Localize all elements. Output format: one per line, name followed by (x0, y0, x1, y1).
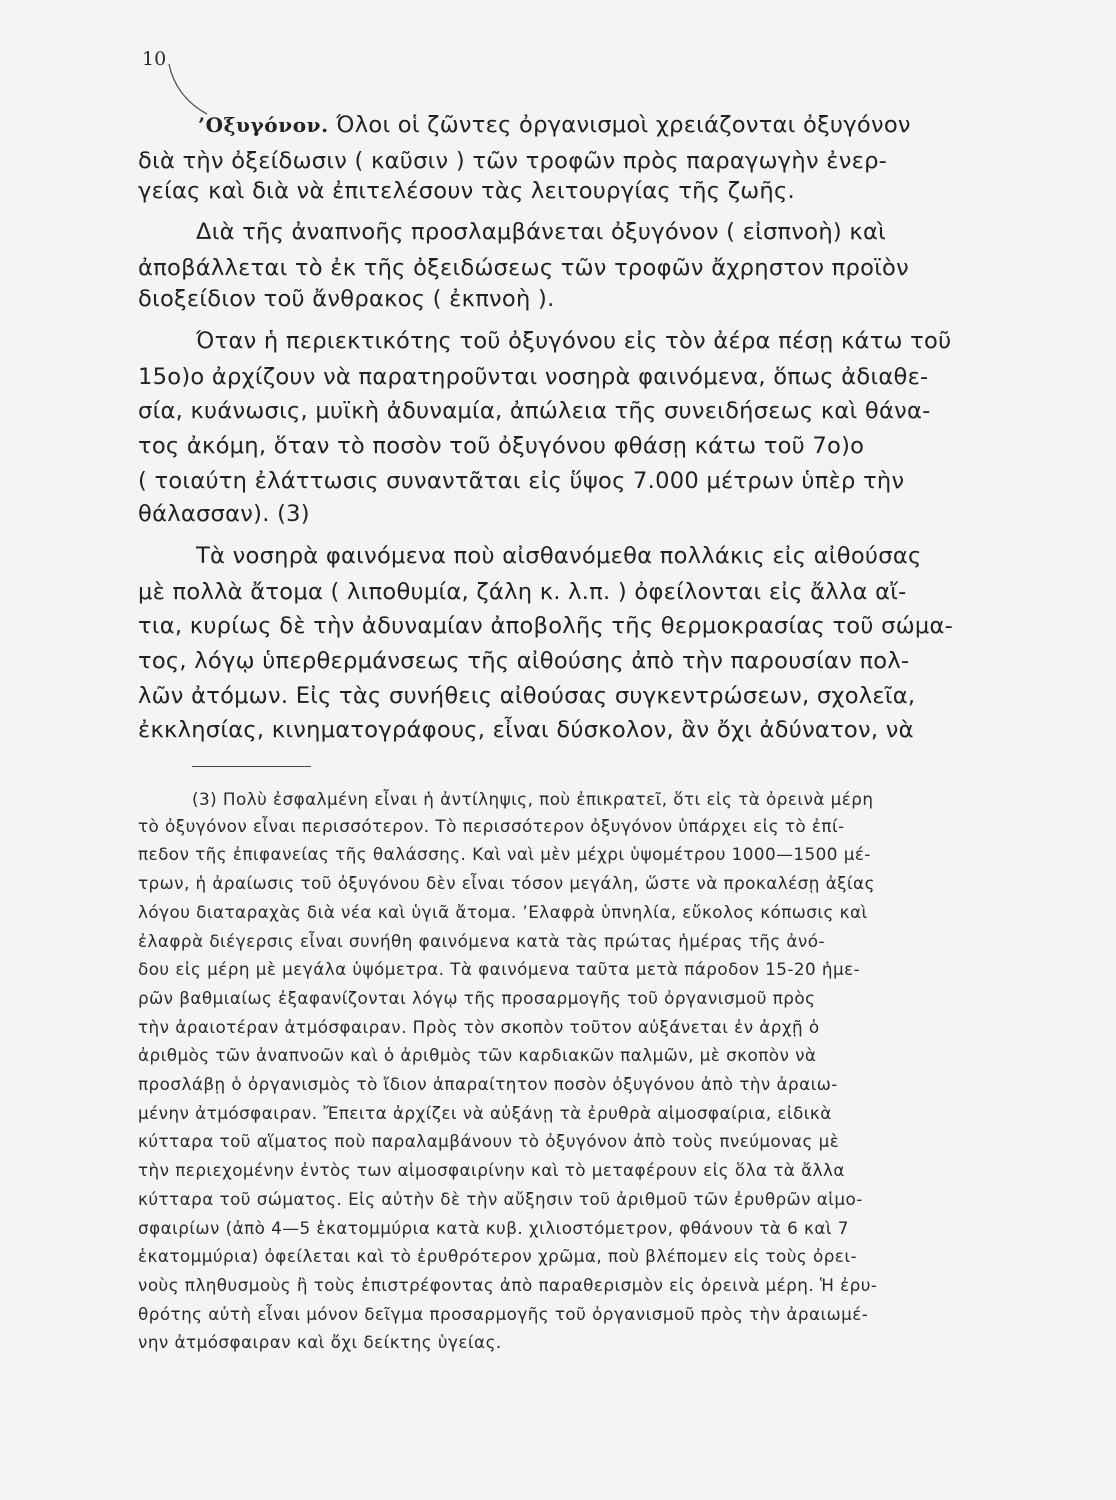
footnote-line: σφαιρίων (ἀπὸ 4—5 ἑκατομμύρια κατὰ κυβ. χιλιοστόμετρον, φθάνουν τὰ 6 καὶ 7 (138, 1218, 849, 1238)
footnote-line: ρῶν βαθμιαίως ἐξαφανίζονται λόγῳ τῆς προσαρμογῆς τοῦ ὀργανισμοῦ πρὸς (138, 988, 816, 1008)
body-line: λῶν ἀτόμων. Εἰς τὰς συνήθεις αἰθούσας συγκεντρώσεων, σχολεῖα, (138, 683, 916, 709)
body-line: ἐκκλησίας, κινηματογράφους, εἶναι δύσκολον, ἂν ὄχι ἀδύνατον, νὰ (138, 717, 914, 743)
footnote-line: ἀριθμὸς τῶν ἀναπνοῶν καὶ ὁ ἀριθμὸς τῶν καρδιακῶν παλμῶν, μὲ σκοπὸν νὰ (138, 1045, 817, 1065)
body-line: ( τοιαύτη ἐλάττωσις συναντᾶται εἰς ὕψος 7.000 μέτρων ὑπὲρ τὴν (138, 468, 905, 494)
body-line: Διὰ τῆς ἀναπνοῆς προσλαμβάνεται ὀξυγόνον ( εἰσπνοὴ) καὶ (196, 219, 887, 245)
footnote-line: νοὺς πληθυσμοὺς ἢ τοὺς ἐπιστρέφοντας ἀπὸ παραθερισμὸν εἰς ὀρεινὰ μέρη. Ἡ ἐρυ- (138, 1275, 878, 1295)
body-line: τος, λόγῳ ὑπερθερμάνσεως τῆς αἰθούσης ἀπὸ τὴν παρουσίαν πολ- (138, 648, 910, 674)
footnote-line: λόγου διαταραχὰς διὰ νέα καὶ ὑγιᾶ ἄτομα. ’Ελαφρὰ ὑπνηλία, εὔκολος κόπωσις καὶ (138, 902, 868, 922)
body-line: ἀποβάλλεται τὸ ἐκ τῆς ὀξειδώσεως τῶν τροφῶν ἄχρηστον προϊὸν (138, 255, 909, 281)
footnote-line: προσλάβῃ ὁ ὀργανισμὸς τὸ ἴδιον ἀπαραίτητον ποσὸν ὀξυγόνου ἀπὸ τὴν ἀραιω- (138, 1074, 838, 1094)
footnote-line: κύτταρα τοῦ αἵματος ποὺ παραλαμβάνουν τὸ ὀξυγόνον ἀπὸ τοὺς πνεύμονας μὲ (138, 1131, 840, 1151)
footnote-line: ἐλαφρὰ διέγερσις εἶναι συνήθη φαινόμενα κατὰ τὰς πρώτας ἡμέρας τῆς ἀνό- (138, 931, 825, 951)
footnote-line: (3) Πολὺ ἐσφαλμένη εἶναι ἡ ἀντίληψις, ποὺ ἐπικρατεῖ, ὅτι εἰς τὰ ὀρεινὰ μέρη (192, 789, 874, 809)
section-heading: ’Οξυγόνον. (198, 113, 329, 137)
body-line: διὰ τὴν ὀξείδωσιν ( καῦσιν ) τῶν τροφῶν πρὸς παραγωγὴν ἐνερ- (138, 148, 888, 174)
footnote-line: τὴν ἀραιοτέραν ἀτμόσφαιραν. Πρὸς τὸν σκοπὸν τοῦτον αὐξάνεται ἐν ἀρχῇ ὁ (138, 1017, 820, 1037)
pencil-mark (163, 62, 209, 116)
body-line: Όταν ἡ περιεκτικότης τοῦ ὀξυγόνου εἰς τὸν ἀέρα πέσῃ κάτω τοῦ (196, 328, 952, 354)
footnote-line: πεδον τῆς ἐπιφανείας τῆς θαλάσσης. Καὶ ναὶ μὲν μέχρι ὑψομέτρου 1000—1500 μέ- (138, 844, 871, 864)
body-line: τια, κυρίως δὲ τὴν ἀδυναμίαν ἀποβολῆς τῆς θερμοκρασίας τοῦ σώμα- (138, 613, 954, 639)
body-line: διοξείδιον τοῦ ἄνθρακος ( ἐκπνοὴ ). (138, 286, 555, 312)
body-line: μὲ πολλὰ ἄτομα ( λιποθυμία, ζάλη κ. λ.π. ) ὀφείλονται εἰς ἄλλα αἴ- (138, 579, 907, 605)
footnote-line: τὴν περιεχομένην ἐντὸς των αἱμοσφαιρίνην καὶ τὸ μεταφέρουν εἰς ὅλα τὰ ἄλλα (138, 1160, 845, 1180)
page-number: 10 (142, 48, 167, 70)
body-line: θάλασσαν). (3) (138, 501, 310, 527)
body-line: 15ο)ο ἀρχίζουν νὰ παρατηροῦνται νοσηρὰ φαινόμενα, ὅπως ἀδιαθε- (138, 364, 929, 390)
footnote-line: κύτταρα τοῦ σώματος. Εἰς αὐτὴν δὲ τὴν αὔξησιν τοῦ ἀριθμοῦ τῶν ἐρυθρῶν αἱμο- (138, 1189, 863, 1209)
footnote-separator (192, 766, 311, 767)
footnote-line: δου εἰς μέρη μὲ μεγάλα ὑψόμετρα. Τὰ φαινόμενα ταῦτα μετὰ πάροδον 15-20 ἡμε- (138, 959, 861, 979)
footnote-line: θρότης αὐτὴ εἶναι μόνον δεῖγμα προσαρμογῆς τοῦ ὀργανισμοῦ πρὸς τὴν ἀραιωμέ- (138, 1304, 869, 1324)
body-line: Τὰ νοσηρὰ φαινόμενα ποὺ αἰσθανόμεθα πολλάκις εἰς αἰθούσας (196, 543, 922, 569)
footnote-line: τρων, ἡ ἀραίωσις τοῦ ὀξυγόνου δὲν εἶναι τόσον μεγάλη, ὥστε νὰ προκαλέσῃ ἀξίας (138, 873, 875, 893)
body-line: σία, κυάνωσις, μυϊκὴ ἀδυναμία, ἀπώλεια τῆς συνειδήσεως καὶ θάνα- (138, 398, 931, 424)
footnote-line: μένην ἀτμόσφαιραν. Ἔπειτα ἀρχίζει νὰ αὐξάνῃ τὰ ἐρυθρὰ αἱμοσφαίρια, εἰδικὰ (138, 1103, 832, 1123)
footnote-line: νην ἀτμόσφαιραν καὶ ὄχι δείκτης ὑγείας. (138, 1332, 502, 1352)
footnote-line: τὸ ὀξυγόνον εἶναι περισσότερον. Τὸ περισσότερον ὀξυγόνον ὑπάρχει εἰς τὸ ἐπί- (138, 816, 845, 836)
body-line: ’Οξυγόνον. Όλοι οἱ ζῶντες ὀργανισμοὶ χρειάζονται ὀξυγόνον (198, 112, 911, 138)
body-line: γείας καὶ διὰ νὰ ἐπιτελέσουν τὰς λειτουργίας τῆς ζωῆς. (138, 178, 795, 204)
body-line: τος ἀκόμη, ὅταν τὸ ποσὸν τοῦ ὀξυγόνου φθάσῃ κάτω τοῦ 7ο)ο (138, 433, 865, 459)
footnote-line: ἑκατομμύρια) ὀφείλεται καὶ τὸ ἐρυθρότερον χρῶμα, ποὺ βλέπομεν εἰς τοὺς ὀρει- (138, 1246, 857, 1266)
